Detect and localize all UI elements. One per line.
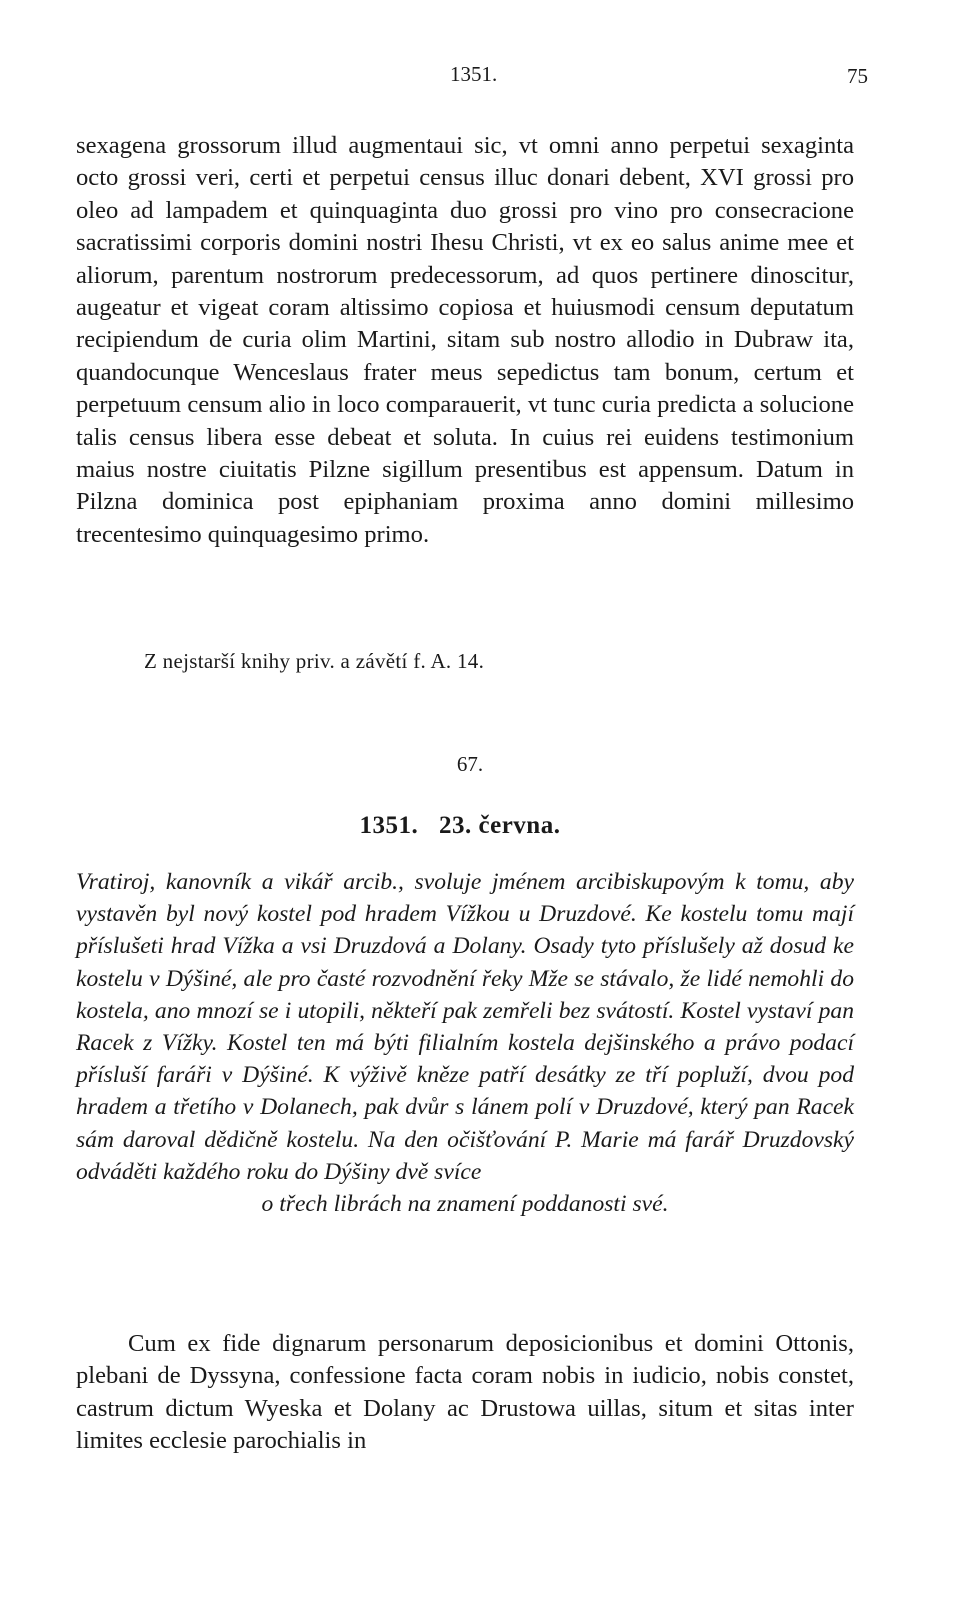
regest-text: Vratiroj, kanovník a vikář arcib., svoluje jménem arcibiskupovým k tomu, aby vystavěn byl nový kostel pod hradem Vížkou u Druzdové. Ke kostelu tomu mají příslušeti hrad Vížka a vsi Druzdová a Dolany. Osady tyto příslušely až dosud ke kostelu v Dýšiné, ale pro časté rozvodnění řeky Mže se stávalo, že lidé nemohli do kostela, ano mnozí se i utopili, někteří pak zemřeli bez svátostí. Kostel vystaví pan Racek z Vížky. Kostel ten má býti filialním kostela dejšinského a právo podací přísluší faráři v Dýšiné. K výživě kněze patří desátky ze tří popluží, dvou pod hradem a třetího v Dolanech, pak dvůr s lánem polí v Druzdové, který pan Racek sám daroval dědičně kostelu. Na den očišťování P. Marie má farář Druzdovský odváděti každého roku do Dýšiny dvě svíce xyxy=(76,869,854,1185)
running-head-year: 1351. xyxy=(450,62,498,86)
document-date-day: 23. června. xyxy=(439,812,561,839)
latin-charter-text: Cum ex fide dignarum personarum deposicionibus et domini Ottonis, plebani de Dyssyna, confessione facta coram nobis in iudicio, nobis constet, castrum dictum Wyeska et Dolany ac Drustowa uillas, situm et sitas inter limites ecclesie parochialis in xyxy=(76,1330,854,1455)
source-note: Z nejstarší knihy priv. a závětí f. A. 14. xyxy=(144,649,485,673)
document-date-year: 1351. xyxy=(359,812,419,839)
document-number: 67. xyxy=(456,752,484,776)
page-number: 75 xyxy=(847,64,868,88)
czech-regest xyxy=(76,866,854,1220)
regest-last-line: o třech librách na znamení poddanosti své. xyxy=(261,1191,669,1218)
document-date xyxy=(0,812,920,840)
running-head xyxy=(0,62,960,92)
latin-text-continuation: sexagena grossorum illud augmentaui sic, vt omni anno perpetui sexaginta octo grossi veri, certi et perpetui census illuc donari debent, XVI grossi pro oleo ad lampadem et quinquaginta duo grossi pro vino pro consecracione sacratissimi corporis domini nostri Ihesu Christi, vt ex eo salus anime mee et aliorum, parentum nostrorum predecessorum, ad quos pertinere dinoscitur, augeatur et vigeat coram altissimo copiosa et huiusmodi censum deputatum recipiendum de curia olim Martini, sitam sub nostro allodio in Dubraw ita, quandocunque Wenceslaus frater meus sepedictus tam bonum, certum et perpetuum censum alio in loco comparauerit, vt tunc curia predicta a solucione talis census libera esse debeat et soluta. In cuius rei euidens testimonium maius nostre ciuitatis Pilzne sigillum presentibus est appensum. Datum in Pilzna dominica post epiphaniam proxima anno domini millesimo trecentesimo quinquagesimo primo. xyxy=(76,132,854,548)
